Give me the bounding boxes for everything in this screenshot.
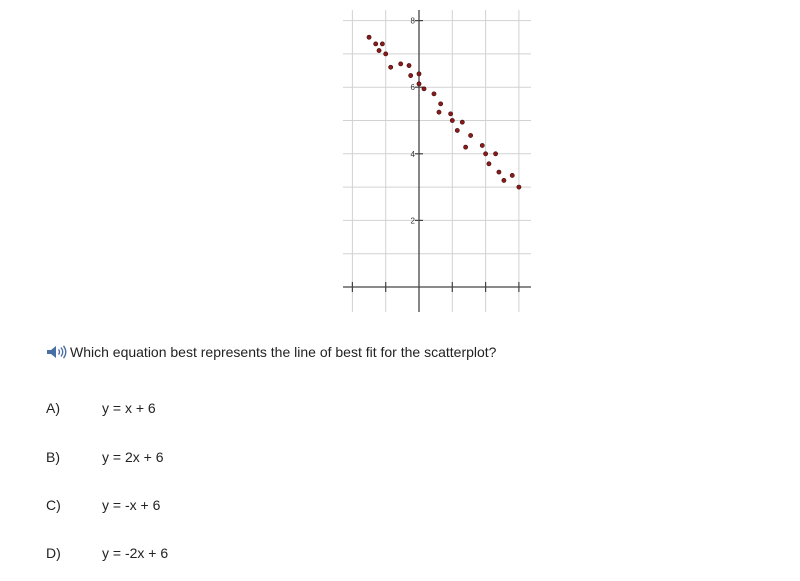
choice-equation: y = 2x + 6 bbox=[102, 449, 164, 465]
data-point bbox=[417, 72, 421, 76]
data-points bbox=[367, 35, 521, 189]
data-point bbox=[377, 48, 381, 52]
data-point bbox=[417, 82, 421, 86]
choice-letter: D) bbox=[46, 545, 61, 561]
data-point bbox=[497, 170, 501, 174]
question-prompt bbox=[46, 344, 496, 360]
speaker-audio-icon[interactable] bbox=[46, 345, 68, 359]
y-tick-label: 8 bbox=[410, 16, 415, 26]
data-point bbox=[450, 118, 454, 122]
data-point bbox=[422, 87, 426, 91]
data-point bbox=[455, 128, 459, 132]
data-point bbox=[449, 112, 453, 116]
choice-equation: y = -2x + 6 bbox=[102, 545, 169, 561]
data-point bbox=[460, 120, 464, 124]
question-text: Which equation best represents the line of best fit for the scatterplot? bbox=[70, 344, 497, 360]
data-point bbox=[464, 145, 468, 149]
data-point bbox=[502, 178, 506, 182]
y-tick-label: 2 bbox=[410, 216, 415, 226]
y-tick-label: 6 bbox=[410, 83, 415, 93]
answer-choice-d[interactable] bbox=[46, 545, 168, 561]
choice-equation: y = x + 6 bbox=[102, 400, 156, 416]
axes bbox=[343, 10, 531, 312]
axis-ticks bbox=[352, 21, 519, 292]
data-point bbox=[384, 52, 388, 56]
answer-choice-c[interactable] bbox=[46, 497, 160, 513]
data-point bbox=[409, 73, 413, 77]
data-point bbox=[374, 42, 378, 46]
data-point bbox=[487, 162, 491, 166]
data-point bbox=[517, 185, 521, 189]
choice-letter: A) bbox=[46, 400, 60, 416]
choice-letter: B) bbox=[46, 449, 60, 465]
data-point bbox=[439, 102, 443, 106]
data-point bbox=[480, 143, 484, 147]
data-point bbox=[432, 92, 436, 96]
data-point bbox=[510, 173, 514, 177]
data-point bbox=[437, 110, 441, 114]
answer-choice-b[interactable] bbox=[46, 449, 163, 465]
data-point bbox=[380, 42, 384, 46]
y-tick-label: 4 bbox=[410, 149, 415, 159]
data-point bbox=[407, 63, 411, 67]
answer-choice-a[interactable] bbox=[46, 400, 156, 416]
data-point bbox=[469, 133, 473, 137]
choice-letter: C) bbox=[46, 497, 61, 513]
data-point bbox=[493, 152, 497, 156]
data-point bbox=[399, 62, 403, 66]
data-point bbox=[484, 152, 488, 156]
data-point bbox=[389, 65, 393, 69]
choice-equation: y = -x + 6 bbox=[102, 497, 161, 513]
data-point bbox=[367, 35, 371, 39]
grid-lines bbox=[343, 10, 531, 312]
